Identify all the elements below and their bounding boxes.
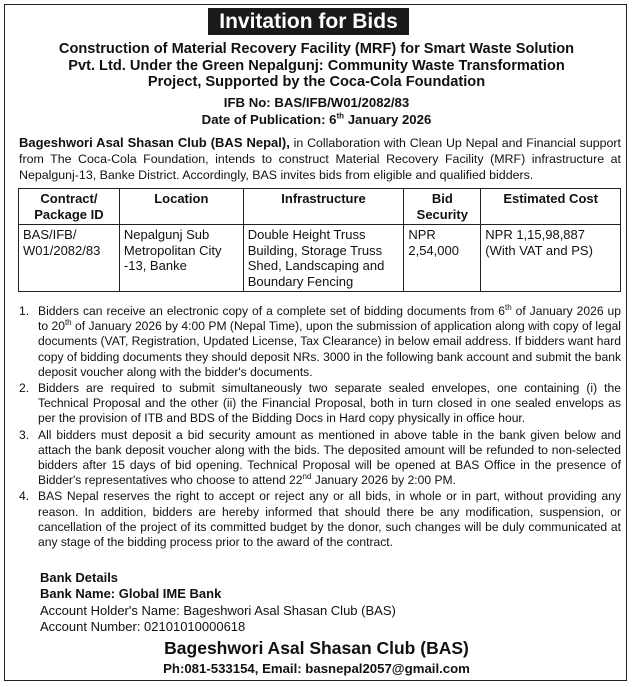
account-holder: Account Holder's Name: Bageshwori Asal Shasan Club (BAS) [40, 602, 396, 618]
footer-contact: Ph:081-533154, Email: basnepal2057@gmail.com [163, 661, 470, 676]
account-number: Account Number: 02101010000618 [40, 618, 246, 634]
title-line: Pvt. Ltd. Under the Green Nepalgunj: Community Waste Transformation [68, 57, 565, 74]
terms-list [19, 304, 621, 551]
publication-date: Date of Publication: 6th January 2026 [201, 111, 432, 127]
bank-name: Bank Name: Global IME Bank [40, 586, 222, 602]
list-item: 2. Bidders are required to submit simultaneously two separate sealed envelopes, one containing (i) the Technical Proposal and the other (ii) the Financial Proposal, both in turn closed in one sealed envelops as per the provision of ITB and BDS of the Bidding Docs in Hard copy physically in office hour. [19, 381, 621, 426]
title-line: Construction of Material Recovery Facility (MRF) for Smart Waste Solution [58, 41, 575, 57]
project-title [10, 41, 623, 91]
header-contract-id: Contract/ Package ID [19, 189, 120, 225]
ifb-block [10, 95, 623, 128]
bank-heading: Bank Details [40, 570, 119, 585]
title-line: Project, Supported by the Coca-Cola Foundation [147, 74, 486, 90]
header-location: Location [119, 189, 243, 225]
list-item: 1. Bidders can receive an electronic copy of a complete set of bidding documents from 6th of January 2026 up to 20th of January 2026 by 4:00 PM (Nepal Time), upon the submission of application along with copy of legal documents (VAT, Registration, Updated License, Tax Clearance) in below email address. If bidders want hard copy of bidding documents they should deposit NRs. 3000 in the following bank account and submit the bank deposit voucher along with the bidder's documents. [19, 302, 621, 379]
cell-location: Nepalgunj Sub Metropolitan City -13, Banke [119, 225, 243, 292]
header-bid-security: Bid Security [404, 189, 481, 225]
table-header-row [19, 189, 621, 225]
bid-table [18, 188, 621, 292]
bank-details [40, 570, 396, 635]
list-item: 4. BAS Nepal reserves the right to accept or reject any or all bids, in whole or in part, without providing any reason. In addition, bidders are hereby informed that should there be any modification, suspension, or cancellation of the project of its committed budget by the donor, such changes will be duly communicated at any stage of the bidding process prior to the award of the contract. [19, 489, 621, 550]
header-infrastructure: Infrastructure [243, 189, 404, 225]
ifb-number: IFB No: BAS/IFB/W01/2082/83 [223, 95, 410, 110]
cell-bid-security: NPR 2,54,000 [404, 225, 481, 292]
footer-organization: Bageshwori Asal Shasan Club (BAS) [164, 638, 469, 658]
organization-name: Bageshwori Asal Shasan Club (BAS Nepal), [19, 135, 290, 150]
header-estimated-cost: Estimated Cost [481, 189, 621, 225]
cell-estimated-cost: NPR 1,15,98,887 (With VAT and PS) [481, 225, 621, 292]
cell-contract-id: BAS/IFB/ W01/2082/83 [19, 225, 120, 292]
list-item: 3. All bidders must deposit a bid security amount as mentioned in above table in the bank given below and attach the bank deposit voucher along with the bids. The deposited amount will be refunded to non-selected bidders after 15 days of bid opening. Technical Proposal will be opened at BAS Office in the presence of Bidder's representatives who choose to attend 22nd January 2026 by 2:00 PM. [19, 427, 621, 488]
notice-banner: Invitation for Bids [208, 8, 409, 35]
intro-paragraph: Bageshwori Asal Shasan Club (BAS Nepal), in Collaboration with Clean Up Nepal and Financial support from The Coca-Cola Foundation, intends to construct Material Recovery Facility (MRF) infrastructure at Nepalgunj-13, Banke District. Accordingly, BAS invites bids from eligible and qualified bidders. [19, 135, 621, 182]
table-row [19, 225, 621, 292]
cell-infrastructure: Double Height Truss Building, Storage Truss Shed, Landscaping and Boundary Fencing [243, 225, 404, 292]
